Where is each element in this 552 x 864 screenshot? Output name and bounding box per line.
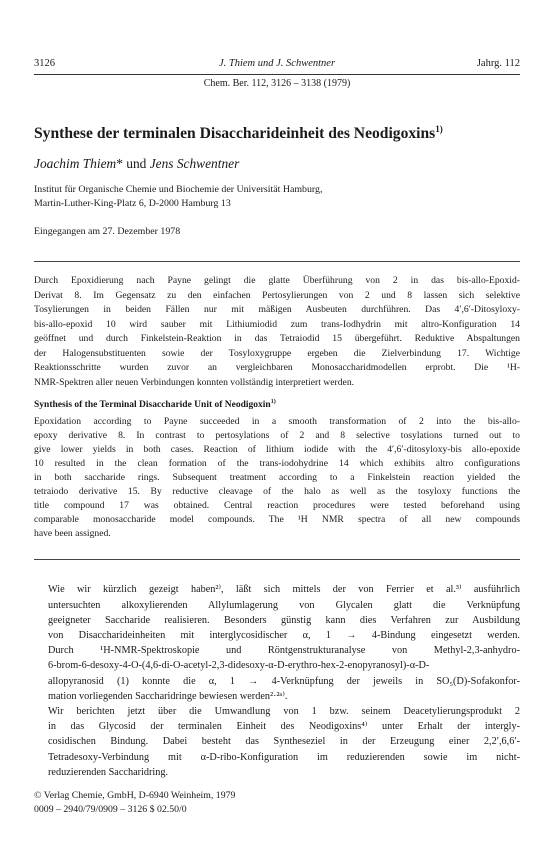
abstract-line: comparable monosaccharide model compounds. The ¹H NMR spectra of all new compounds	[34, 514, 520, 526]
author-first: Joachim Thiem	[34, 156, 117, 172]
author-line	[34, 156, 520, 172]
abstract-line: epoxy derivative 8. In contrast to pertosylations of 2 and 8 selective tosylations turned out to	[34, 430, 520, 442]
title-text: Synthese der terminalen Disaccharideinheit des Neodigoxins	[34, 125, 436, 143]
received-date: Eingegangen am 27. Dezember 1978	[34, 226, 181, 238]
volume-label: Jahrg. 112	[476, 58, 520, 69]
abstract-english	[34, 415, 520, 541]
abstract-line: have been assigned.	[34, 528, 111, 540]
body-paragraph	[34, 704, 520, 780]
institution	[34, 183, 520, 211]
abstract-line: Durch Epoxidierung nach Payne gelingt die glatte Überführung von 2 in das bis-allo-Epoxid-	[34, 275, 520, 287]
english-title-reference: 1)	[270, 399, 276, 406]
body-line: untersuchten alkoxylierenden Allylumlagerung von Glycalen glatt die Verknüpfung	[48, 599, 520, 611]
body-line: cosidischen Bindung. Dabei besteht das Syntheseziel in der Erzeugung einer 2,2′,6,6′-	[48, 736, 520, 748]
body-line: 6-brom-6-desoxy-4-O-(4,6-di-O-acetyl-2,3-didesoxy-α-D-erythro-hex-2-enopyranosyl)-α-D-	[48, 660, 430, 672]
body-line: von Disaccharideinheiten mit interglycosidischer α, 1 → 4-Bindung eingesetzt werden.	[48, 629, 520, 641]
body-line: in das Glycosid der terminalen Einheit des Neodigoxins⁴⁾ unter Erhalt der intergly-	[48, 721, 520, 733]
header-rule	[34, 74, 520, 75]
abstract-line: tetraiodo derivative 15. By reductive cleavage of the halo as well as the tosyloxy functions the	[34, 486, 520, 498]
body-line: reduzierenden Saccharidring.	[48, 766, 169, 778]
abstract-line: title compound 17 was obtained. Central reaction procedures were tested beforehand using	[34, 500, 520, 512]
abstract-line: NMR-Spektren aller neuen Verbindungen konnten vollständig interpretiert werden.	[34, 376, 355, 388]
body-line: Durch ¹H-NMR-Spektroskopie und Röntgenstrukturanalyse von Methyl-2,3-anhydro-	[48, 645, 520, 657]
body-line: allopyranosid (1) konnte die α, 1 → 4-Verknüpfung der jeweils in SO₅(D)-Sofakonfor-	[48, 675, 520, 687]
body-text	[34, 582, 520, 780]
article-title	[34, 120, 520, 143]
body-paragraph	[34, 582, 520, 704]
abstract-line: 10 resulted in the clean formation of the trans-iodohydrine 14 which exhibits altro configurations	[34, 458, 520, 470]
institution-line: Institut für Organische Chemie und Biochemie der Universität Hamburg,	[34, 184, 323, 196]
abstract-top-rule	[34, 261, 520, 262]
abstract-line: Tosylierungen in beiden Fällen nur mit mäßigen Ausbeuten durchführen. Das 4′,6′-Ditosyloxy-	[34, 304, 520, 316]
abstract-line: give lower yields in both cases. Reaction of lithium iodide with the 4′,6′-ditosyloxy-bis allo-epoxide	[34, 444, 520, 456]
body-line: Wir berichten jetzt über die Umwandlung von 1 bzw. seinem Deacetylierungsprodukt 2	[48, 705, 520, 717]
abstract-line: geöffnet und durch Finkelstein-Reaktion in das Tetraiodid 15 übergeführt. Reduktive Abspaltungen	[34, 333, 520, 345]
institution-line: Martin-Luther-King-Platz 6, D-2000 Hamburg 13	[34, 198, 231, 210]
running-authors: J. Thiem und J. Schwentner	[218, 58, 336, 69]
corresponding-star: *	[116, 156, 123, 172]
citation: Chem. Ber. 112, 3126 – 3138 (1979)	[203, 78, 351, 89]
body-line: Tetradesoxy-Verbindung mit α-D-ribo-Konfiguration im reduzierenden sowie im nicht-	[48, 751, 520, 763]
abstract-line: bis-allo-epoxid 10 wird sauber mit Lithiumiodid zum trans-Iodhydrin mit altro-Konfiguration 14	[34, 318, 520, 330]
abstract-line: Epoxidation according to Payne succeeded in a smooth transformation of 2 into the bis-allo-	[34, 416, 520, 428]
author-second: Jens Schwentner	[149, 156, 240, 172]
author-conjunction: und	[122, 156, 150, 172]
abstract-line: Reaktionsschritte wurden zuvor an vergleichbaren Monosaccharidmodellen erprobt. Die ¹H-	[34, 362, 520, 374]
abstract-bottom-rule	[34, 559, 520, 560]
publisher-footer	[34, 789, 520, 818]
abstract-line: Derivat 8. Im Gegensatz zu den einfachen Pertosylierungen von 2 und 8 lassen sich selektive	[34, 289, 520, 301]
body-line: geeigneter Saccharide realisieren. Besonders günstig kann dies Verfahren zur Ausbildung	[48, 614, 520, 626]
page-number: 3126	[34, 58, 55, 69]
body-line: Wie wir kürzlich gezeigt haben²⁾, läßt sich mittels der von Ferrier et al.³⁾ ausführlich	[48, 584, 520, 596]
journal-page	[34, 58, 520, 818]
english-abstract-title	[34, 399, 520, 410]
english-title-text: Synthesis of the Terminal Disaccharide Unit of Neodigoxin	[34, 400, 271, 411]
body-line: mation vorliegenden Saccharidringe bewiesen werden²·²ᵃ⁾.	[48, 690, 288, 702]
abstract-line: der Halogensubstituenten sowie der Tosyloxygruppe ergeben die Zielverbindung 17. Wichtige	[34, 347, 520, 359]
title-reference: 1)	[435, 124, 443, 134]
copyright-line: © Verlag Chemie, GmbH, D-6940 Weinheim, 1979	[34, 789, 236, 801]
abstract-german	[34, 274, 520, 390]
article-code: 0009 – 2940/79/0909 – 3126 $ 02.50/0	[34, 804, 187, 816]
running-header	[34, 58, 520, 72]
abstract-line: in both saccharide rings. Subsequent treatment according to a Finkelstein reaction yielded the	[34, 472, 520, 484]
